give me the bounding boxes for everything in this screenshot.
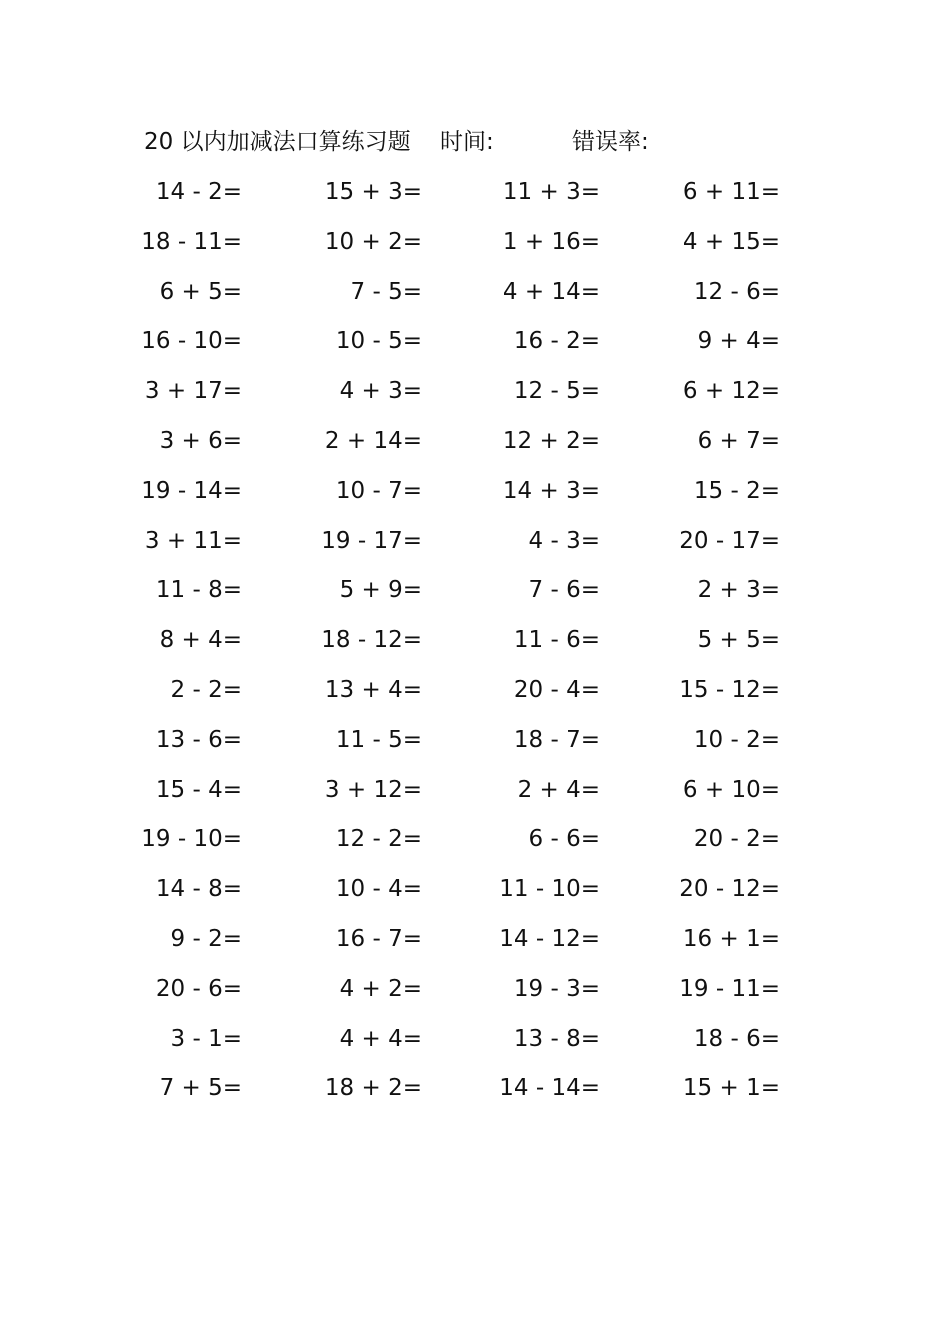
problem: 18 - 12= xyxy=(321,627,422,654)
problem: 10 - 5= xyxy=(335,328,422,355)
problem: 1 + 16= xyxy=(502,228,600,255)
problem-row xyxy=(0,670,950,720)
problem: 6 + 10= xyxy=(682,776,780,803)
problem: 2 - 2= xyxy=(170,676,242,703)
problem: 6 - 6= xyxy=(528,826,600,853)
problem: 7 + 5= xyxy=(159,1075,242,1102)
problem: 3 + 11= xyxy=(144,527,242,554)
problem-row xyxy=(0,521,950,571)
problem: 14 + 3= xyxy=(502,477,600,504)
problem: 5 + 5= xyxy=(697,627,780,654)
problem: 18 - 6= xyxy=(693,1025,780,1052)
problem: 18 - 7= xyxy=(513,726,600,753)
problem: 2 + 3= xyxy=(697,577,780,604)
problem: 4 + 3= xyxy=(339,378,422,405)
problem: 12 - 2= xyxy=(335,826,422,853)
problem: 3 + 12= xyxy=(324,776,422,803)
problem: 7 - 5= xyxy=(350,278,422,305)
problem-row xyxy=(0,969,950,1019)
problem: 12 - 6= xyxy=(693,278,780,305)
problem: 13 - 8= xyxy=(513,1025,600,1052)
problem: 9 - 2= xyxy=(170,925,242,952)
problem-row xyxy=(0,720,950,770)
problem: 11 - 6= xyxy=(513,627,600,654)
problem-row xyxy=(0,421,950,471)
problem: 19 - 10= xyxy=(141,826,242,853)
problem-row xyxy=(0,919,950,969)
problem: 14 - 14= xyxy=(499,1075,600,1102)
problem: 4 + 14= xyxy=(502,278,600,305)
problem-row xyxy=(0,770,950,820)
problem: 6 + 12= xyxy=(682,378,780,405)
problem: 4 + 4= xyxy=(339,1025,422,1052)
problem: 15 - 4= xyxy=(155,776,242,803)
problem: 8 + 4= xyxy=(159,627,242,654)
problem-row xyxy=(0,620,950,670)
problem: 16 - 2= xyxy=(513,328,600,355)
problem: 11 - 5= xyxy=(335,726,422,753)
problem: 20 - 4= xyxy=(513,676,600,703)
problem: 20 - 6= xyxy=(155,975,242,1002)
problem: 18 + 2= xyxy=(324,1075,422,1102)
problem: 18 - 11= xyxy=(141,228,242,255)
problem-row xyxy=(0,321,950,371)
problem: 12 - 5= xyxy=(513,378,600,405)
problem: 6 + 5= xyxy=(159,278,242,305)
problem-row xyxy=(0,471,950,521)
problem: 2 + 4= xyxy=(517,776,600,803)
problem: 10 - 4= xyxy=(335,876,422,903)
problem: 3 + 17= xyxy=(144,378,242,405)
problem: 16 + 1= xyxy=(682,925,780,952)
problem: 13 + 4= xyxy=(324,676,422,703)
problem: 2 + 14= xyxy=(324,427,422,454)
problem: 15 - 2= xyxy=(693,477,780,504)
problem-row xyxy=(0,869,950,919)
problem-row xyxy=(0,570,950,620)
problem: 9 + 4= xyxy=(697,328,780,355)
problem: 19 - 14= xyxy=(141,477,242,504)
problem: 5 + 9= xyxy=(339,577,422,604)
problem: 3 - 1= xyxy=(170,1025,242,1052)
problem: 10 - 7= xyxy=(335,477,422,504)
problem: 14 - 2= xyxy=(155,179,242,205)
problem: 19 - 17= xyxy=(321,527,422,554)
problem-row xyxy=(0,1068,950,1118)
problem: 19 - 11= xyxy=(679,975,780,1002)
problem-row xyxy=(0,272,950,322)
problem-row xyxy=(0,371,950,421)
problem: 14 - 8= xyxy=(155,876,242,903)
problem: 16 - 10= xyxy=(141,328,242,355)
worksheet-title: 20 以内加减法口算练习题 xyxy=(144,129,411,155)
problem: 6 + 11= xyxy=(682,179,780,205)
time-label: 时间: xyxy=(440,129,494,155)
problem: 20 - 2= xyxy=(693,826,780,853)
problem: 20 - 17= xyxy=(679,527,780,554)
problem: 7 - 6= xyxy=(528,577,600,604)
problem: 11 + 3= xyxy=(502,179,600,205)
problem: 13 - 6= xyxy=(155,726,242,753)
problem-row xyxy=(0,1019,950,1069)
problem-grid xyxy=(0,172,950,1118)
problem: 4 + 15= xyxy=(682,228,780,255)
problem: 4 + 2= xyxy=(339,975,422,1002)
problem-row xyxy=(0,222,950,272)
problem: 15 - 12= xyxy=(679,676,780,703)
problem: 15 + 3= xyxy=(324,179,422,205)
problem: 12 + 2= xyxy=(502,427,600,454)
problem: 11 - 10= xyxy=(499,876,600,903)
problem: 10 - 2= xyxy=(693,726,780,753)
problem: 3 + 6= xyxy=(159,427,242,454)
problem: 19 - 3= xyxy=(513,975,600,1002)
problem-row xyxy=(0,819,950,869)
error-rate-label: 错误率: xyxy=(572,129,649,155)
problem: 16 - 7= xyxy=(335,925,422,952)
problem: 6 + 7= xyxy=(697,427,780,454)
problem-row xyxy=(0,172,950,222)
problem: 11 - 8= xyxy=(155,577,242,604)
problem: 4 - 3= xyxy=(528,527,600,554)
problem: 10 + 2= xyxy=(324,228,422,255)
problem: 20 - 12= xyxy=(679,876,780,903)
problem: 15 + 1= xyxy=(682,1075,780,1102)
problem: 14 - 12= xyxy=(499,925,600,952)
